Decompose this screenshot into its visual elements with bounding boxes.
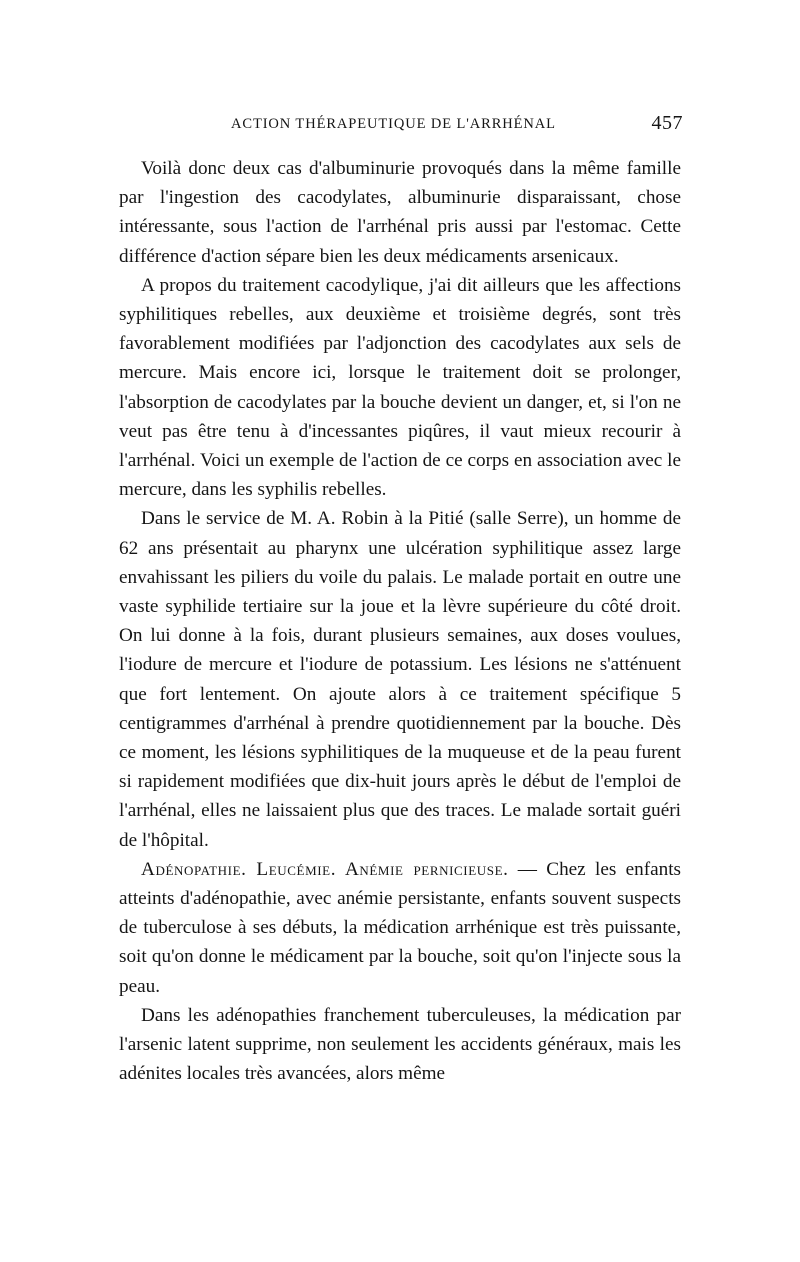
paragraph-text: Voilà donc deux cas d'albuminurie provoqués dans la même famille par l'ingestion des cacodylates, albuminurie disparaissant, chose intéressante, sous l'action de l'arrhénal pris aussi par l'estomac. Cette différence d'action sépare bien les deux médicaments arsenicaux.: [119, 158, 681, 267]
body-text: [119, 154, 681, 1089]
paragraph: [119, 271, 681, 505]
paragraph-text: Dans les adénopathies franchement tuberculeuses, la médication par l'arsenic latent supprime, non seulement les accidents généraux, mais les adénites locales très avancées, alors même: [119, 1004, 681, 1085]
running-title: ACTION THÉRAPEUTIQUE DE L'ARRHÉNAL: [231, 116, 556, 132]
paragraph-text: Dans le service de M. A. Robin à la Pitié (salle Serre), un homme de 62 ans présentait au pharynx une ulcération syphilitique assez large envahissant les piliers du voile du palais. Le malade portait en outre une vaste syphilide tertiaire sur la joue et la lèvre supérieure du côté droit. On lui donne à la fois, durant plusieurs semaines, aux doses voulues, l'iodure de mercure et l'iodure de potassium. Les lésions ne s'atténuent que fort lentement. On ajoute alors à ce traitement spécifique 5 centigrammes d'arrhénal à prendre quotidiennement par la bouche. Dès ce moment, les lésions syphilitiques de la muqueuse et de la peau furent si rapidement modifiées que dix-huit jours après le début de l'emploi de l'arrhénal, elles ne laissaient plus que des traces. Le malade sortait guéri de l'hôpital.: [119, 508, 681, 851]
paragraph: [119, 855, 681, 1001]
running-header: [119, 112, 681, 140]
paragraph: [119, 1001, 681, 1089]
paragraph: [119, 154, 681, 271]
paragraph-text: A propos du traitement cacodylique, j'ai dit ailleurs que les affections syphilitiques rebelles, aux deuxième et troisième degrés, sont très favorablement modifiées par l'adjonction des cacodylates aux sels de mercure. Mais encore ici, lorsque le traitement doit se prolonger, l'absorption de cacodylates par la bouche devient un danger, et, si l'on ne veut pas être tenu à d'incessantes piqûres, il vaut mieux recourir à l'arrhénal. Voici un exemple de l'action de ce corps en association avec le mercure, dans les syphilis rebelles.: [119, 274, 681, 501]
paragraph: [119, 504, 681, 854]
page-number: 457: [651, 112, 683, 134]
section-heading: Adénopathie. Leucémie. Anémie pernicieuse.: [141, 858, 509, 880]
book-page: [119, 112, 681, 1089]
paragraph-text: — Chez les enfants atteints d'adénopathie, avec anémie persistante, enfants souvent suspects de tuberculose à ses débuts, la médication arrhénique est très puissante, soit qu'on donne le médicament par la bouche, soit qu'on l'injecte sous la peau.: [119, 858, 682, 997]
